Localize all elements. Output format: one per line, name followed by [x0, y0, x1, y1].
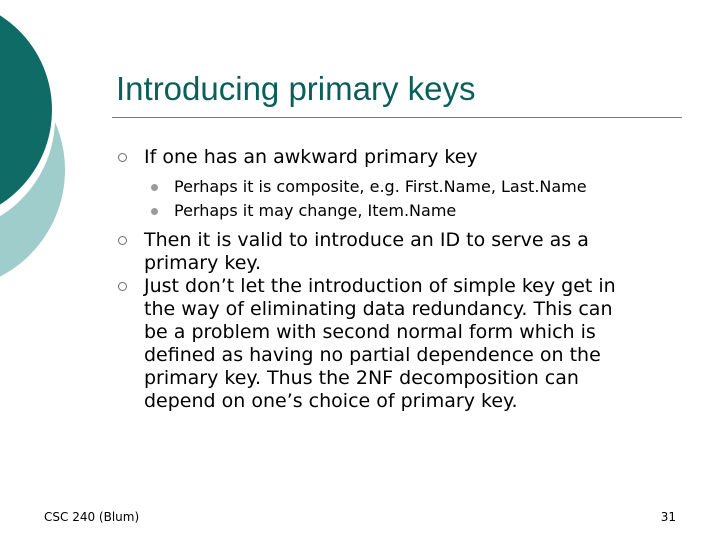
filled-dot-bullet-icon	[151, 184, 158, 191]
bullet-line: primary key. Thus the 2NF decomposition can	[144, 367, 579, 389]
bullet-item	[118, 275, 678, 413]
bullet-item	[118, 229, 678, 275]
bullet-list	[118, 146, 678, 413]
slide-title: Introducing primary keys	[116, 70, 476, 107]
filled-dot-bullet-icon	[151, 208, 158, 215]
hollow-circle-bullet-icon	[118, 153, 127, 162]
hollow-circle-bullet-icon	[118, 236, 127, 245]
bullet-line: defined as having no partial dependence on the	[144, 344, 601, 366]
page-number: 31	[660, 510, 676, 524]
bullet-line: the way of eliminating data redundancy. This can	[144, 298, 613, 320]
bullet-line: Just don’t let the introduction of simple key get in	[144, 275, 616, 297]
decorative-circles	[0, 0, 120, 300]
bullet-item	[118, 146, 678, 169]
sub-bullet-text: Perhaps it is composite, e.g. First.Name, Last.Name	[174, 177, 587, 196]
sub-bullet-item	[118, 199, 678, 223]
sub-bullet-item	[118, 175, 678, 199]
title-divider	[112, 117, 682, 118]
bullet-line: be a problem with second normal form which is	[144, 321, 596, 343]
bullet-line: depend on one’s choice of primary key.	[144, 390, 518, 412]
hollow-circle-bullet-icon	[118, 282, 127, 291]
bullet-line: Then it is valid to introduce an ID to serve as a	[144, 229, 589, 251]
bullet-text: If one has an awkward primary key	[144, 146, 478, 168]
footer-course-label: CSC 240 (Blum)	[44, 510, 140, 524]
bullet-line: primary key.	[144, 252, 261, 274]
sub-bullet-text: Perhaps it may change, Item.Name	[174, 201, 457, 220]
